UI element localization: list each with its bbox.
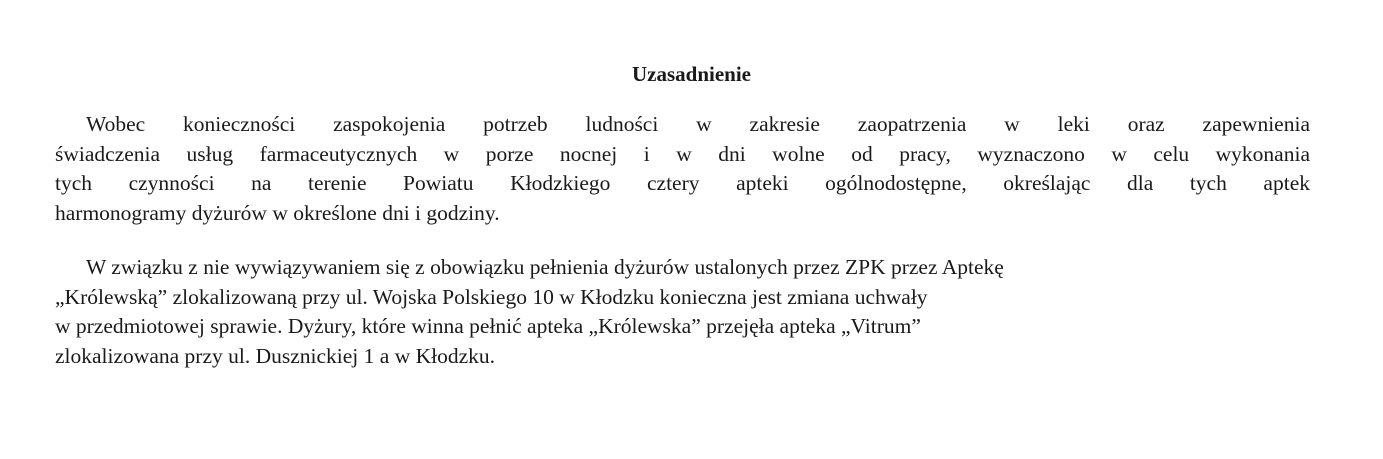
paragraph-justification-2 (55, 253, 1310, 371)
paragraph-justification-1 (55, 110, 1310, 228)
paragraph-line: Wobec konieczności zaspokojenia potrzeb ludności w zakresie zaopatrzenia w leki oraz zapewnienia (86, 112, 1310, 136)
document-title: Uzasadnienie (631, 62, 751, 86)
paragraph-line: harmonogramy dyżurów w określone dni i godziny. (55, 200, 500, 225)
paragraph-line: tych czynności na terenie Powiatu Kłodzkiego cztery apteki ogólnodostępne, określając dla tych aptek (55, 171, 1310, 195)
paragraph-line: „Królewską” zlokalizowaną przy ul. Wojska Polskiego 10 w Kłodzku konieczna jest zmiana uchwały (55, 284, 928, 309)
paragraph-line: zlokalizowana przy ul. Dusznickiej 1 a w Kłodzku. (55, 343, 496, 368)
paragraph-line: świadczenia usług farmaceutycznych w porze nocnej i w dni wolne od pracy, wyznaczono w celu wykonania (55, 141, 1310, 166)
paragraph-line: W związku z nie wywiązywaniem się z obowiązku pełnienia dyżurów ustalonych przez ZPK przez Aptekę (86, 255, 1004, 279)
paragraph-line: w przedmiotowej sprawie. Dyżury, które winna pełnić apteka „Królewska” przejęła apteka „Vitrum” (55, 314, 921, 338)
